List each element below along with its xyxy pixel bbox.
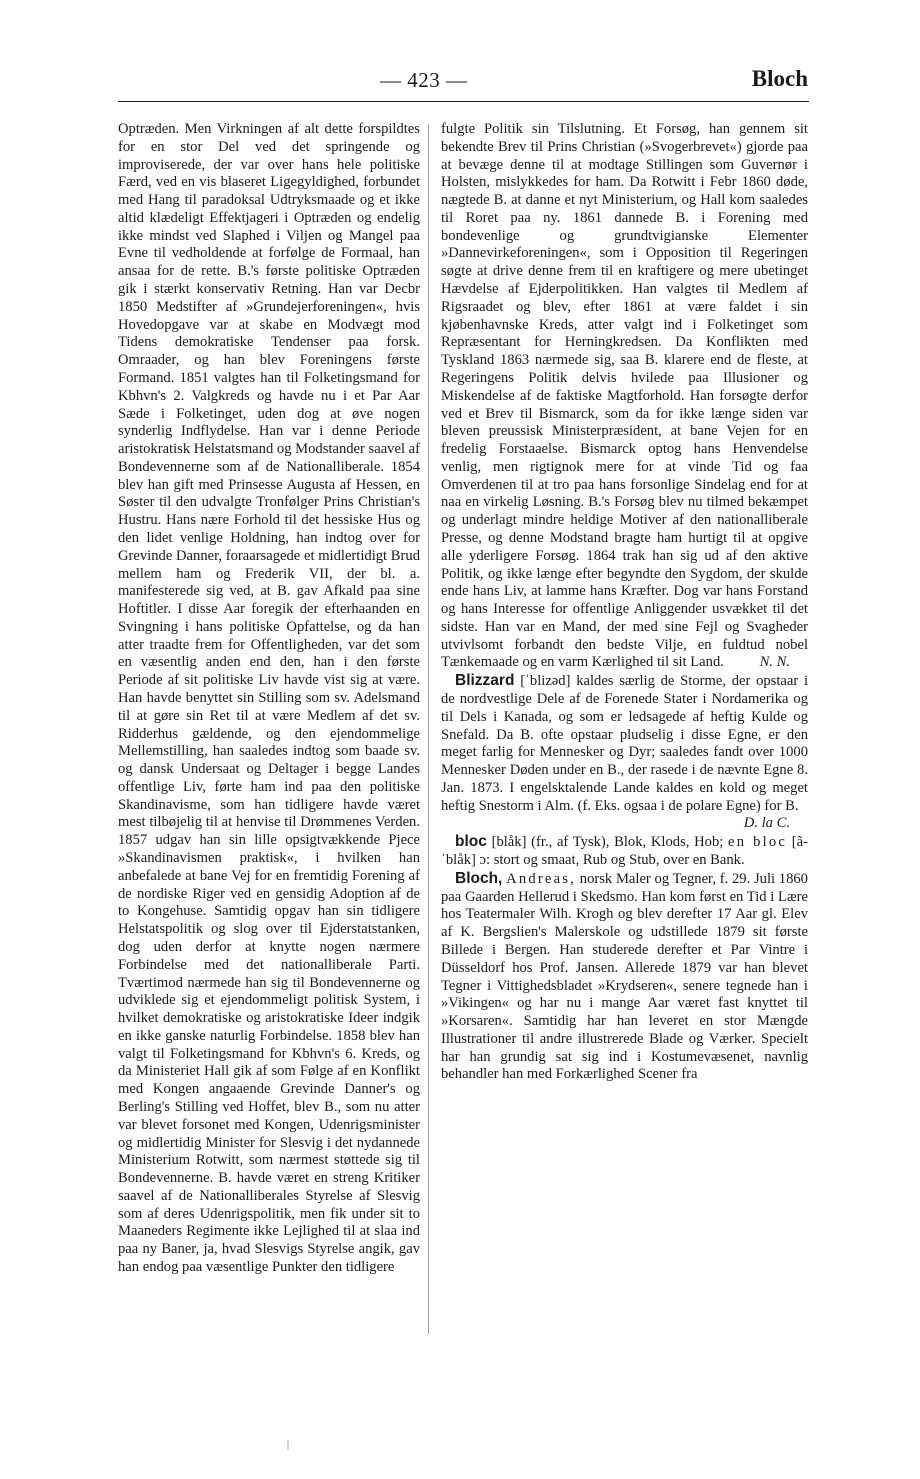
stray-mark: [287, 1440, 289, 1450]
author-signature: D. la C.: [743, 815, 790, 832]
entry-continuation-text: Optræden. Men Virkningen af alt dette forspildtes for en stor Del ved det springende og improviserede, der var over hans hele politiske Færd, ved en vis blaseret Ligegyldighed, forbundet med Hang til paradoksal Udtryksmaade og et ikke altid klædeligt Effektjageri i Optræden og endelig ikke mindst ved Slaphed i Viljen og Mangel paa Evne til vedholdende at forfølge de Formaal, han ansaa for de rette. B.'s første politiske Optræden gik i stærkt konservativ Retning. Han var Decbr 1850 Medstifter af »Grundejerforeningen«, hvis Hovedopgave var at skabe en Modvægt mod Tidens demokratiske Tendenser paa forsk. Omraader, og han blev Foreningens første Formand. 1851 valgtes han til Folketingsmand for Kbhvn's 2. Valgkreds og havde nu i et Par Aar Sæde i Folketinget, uden dog at øve nogen synderlig Indflydelse. Han var i denne Periode aristokratisk Helstatsmand og Modstander saavel af Bondevennerne som af de Nationalliberale. 1854 blev han gift med Prinsesse Augusta af Hessen, en Søster til den udvalgte Tronfølger Prins Christian's Hustru. Hans nære Forhold til det hessiske Hus og den lidet venlige Holdning, han indtog over for Grevinde Danner, foraarsagede et midlertidigt Brud mellem ham og Frederik VII, der bl. a. manifesterede sig ved, at B. gav Afkald paa sine Hoftitler. I disse Aar foregik der efterhaanden en Svingning i hans politiske Opfattelse, og da han atter traadte frem for Offentligheden, var det som en væsentlig anden end den, han i den første Periode af sit politiske Liv havde vist sig at være. Han havde benyttet sin Stilling som sv. Adelsmand til at gøre sin Ret til at være Medlem af det sv. Ridderhus gældende, og den ejendommelige Mellemstilling, han saaledes indtog som baade sv. og dansk Undersaat og Deltager i begge Landes offentlige Liv, førte ham ind paa den politiske Skandinavisme, som han tidligere havde været mest tilbøjelig til at henvise til Drømmenes Verden. 1857 udgav han sin lille opsigtvækkende Pjece »Skandinavismen praktisk«, i hvilken han anbefalede at bane Vej for en fremtidig Forening af de nordiske Riger ved en gensidig Adoption af de to Kongehuse. Samtidig opgav han sin tidligere Helstatspolitik og slog over til Ejderstatstanken, dog uden derfor at knytte nogen nærmere Forbindelse med det nationalliberale Parti. Tværtimod nærmede han sig til Bondevennerne og udviklede sig et ejendommeligt politisk System, i hvilket demokratiske og aristokratiske Ideer indgik en ikke ganske naturlig Forbindelse. 1858 blev han valgt til Folketingsmand for Kbhvn's 6. Kreds, og da Ministeriet Hall gik af som Følge af en Konflikt med Kongen angaaende Grevinde Danner's og Berling's Stilling ved Hoffet, blev B., som nu atter var blevet forsonet med Kongen, Udenrigsminister og midlertidig Minister for Slesvig i det nydannede Ministerium Rotwitt, som nærmest støttede sig til Bondevennerne. B. havde været en streng Kritiker saavel af de Nationalliberales Styrelse af Slesvig som af deres Udenrigspolitik, men fik under sit to Maaneders Regimente ikke Lejlighed til at slaa ind paa ny Baner, ja, hvad Slesvigs Styrelse angik, gav han endog paa væsentlige Punkter den tidligere: [118, 121, 420, 1275]
entry-text: (fr., af Tysk), Blok, Klods, Hob;: [531, 834, 724, 851]
phrase-pronunciation: [ã-ˈblåk]: [441, 834, 808, 869]
entry-text: kaldes særlig de Storme, der opstaar i de nordvestlige Dele af de Forenede Stater i Nordamerika og til Dels i Kanada, og som er ledsagede af heftig Kulde og Snefald. Da B. ofte opstaar pludselig i disse Egne, er den meget farlig for Mennesker og Dyr; saaledes fandt over 1000 Mennesker Døden under en B., der rasede i de nævnte Egne 8. Jan. 1873. I engelsktalende Lande kaldes en kold og meget heftig Snestorm i Alm. (f. Eks. ogsaa i de polare Egne) for B.: [441, 673, 809, 814]
left-column: [118, 121, 420, 1277]
given-name: Andreas,: [506, 870, 577, 887]
author-signature: N. N.: [759, 654, 790, 671]
right-column: [441, 121, 808, 1084]
page-number: — 423 —: [380, 68, 468, 92]
entry-bloch: [441, 870, 808, 1084]
headword-blizzard: Blizzard: [455, 672, 515, 690]
entry-blizzard: [441, 672, 808, 833]
column-divider: [428, 124, 429, 1334]
header-rule: [118, 101, 809, 102]
headword-bloc: bloc: [455, 833, 487, 851]
page-header: [118, 66, 808, 98]
entry-text: ɔ: stort og smaat, Rub og Stub, over en Bank.: [479, 852, 745, 869]
entry-text: norsk Maler og Tegner, f. 29. Juli 1860 paa Gaarden Hellerud i Skedsmo. Han kom først en Tid i Lære hos Teatermaler Wilh. Krogh og blev derefter 17 Aar gl. Elev af K. Bergslien's Malerskole og udstillede 1879 sit første Billede i Bergen. Han studerede derefter et Par Vintre i Düsseldorf hos Prof. Jansen. Allerede 1879 var han blevet Tegner i Vittighedsbladet »Krydseren«, senere tegnede han i »Vikingen« og har nu i mange Aar været fast knyttet til »Korsaren«. Samtidig har han leveret en stor Mængde Illustrationer til andre illustrerede Blade og Værker. Specielt har han grundig sat sig ind i Kostumevæsenet, navnlig behandler han med Forkærlighed Scener fra: [441, 870, 808, 1083]
pronunciation: [ˈblizəd]: [520, 673, 571, 690]
entry-bloc: [441, 833, 808, 870]
headword-bloch: Bloch,: [455, 869, 503, 887]
running-head: Bloch: [751, 66, 808, 91]
phrase-en-bloc: en bloc: [728, 834, 788, 851]
pronunciation: [blåk]: [491, 834, 527, 851]
entry-continuation-text: fulgte Politik sin Tilslutning. Et Forsøg, han gennem sit bekendte Brev til Prins Christian (»Svogerbrevet«) gjorde paa at bevæge denne til at modtage Stillingen som Guvernør i Holsten, mislykkedes for ham. Da Rotwitt i Febr 1860 døde, nægtede B. at danne et nyt Ministerium, og Hall kom saaledes til Roret paa ny. 1861 dannede B. i Forening med bondevenlige og grundtvigianske Elementer »Dannevirkeforeningen«, som i Opposition til Regeringen søgte at drive denne frem til en kraftigere og mere ubetinget Hævdelse af Ejderpolitikken. Han valgtes til Medlem af Rigsraadet og blev, efter 1861 at være faldet i sin kjøbenhavnske Kreds, atter valgt ind i Folketinget som Repræsentant for Herningkredsen. Da Konflikten med Tyskland 1863 nærmede sig, saa B. klarere end de fleste, at Regeringens Politik delvis hvilede paa Illusioner og Miskendelse af de faktiske Magtforhold. Han forsøgte derfor ved et Brev til Bismarck, som da for ikke længe siden var bleven preussisk Ministerpræsident, at bane Vejen for en fredelig Forstaaelse. Bismarck optog hans Henvendelse venlig, men rigtignok mere for at vinde Tid og faa Omverdenen til at tro paa hans forsonlige Sindelag end for at naa en virkelig Løsning. B.'s Forsøg blev nu tilmed bekæmpet og underlagt mindre heldige Motiver af den nationalliberale Presse, og denne Modstand bragte ham hurtigt til at opgive alle yderligere Forsøg. 1864 trak han sig ud af den aktive Politik, og ikke længe efter begyndte den Sygdom, der skulde ende hans Liv, at lamme hans Kræfter. Dog var hans Forstand og hans Interesse for offentlige Anliggender usvækket til det sidste. Han var en Mand, der med sine Fejl og Svagheder utvivlsomt forbandt den bedste Vilje, en fuldtud nobel Tænkemaade og en varm Kærlighed til sit Land.: [441, 121, 808, 671]
entry-continuation: [441, 121, 808, 672]
